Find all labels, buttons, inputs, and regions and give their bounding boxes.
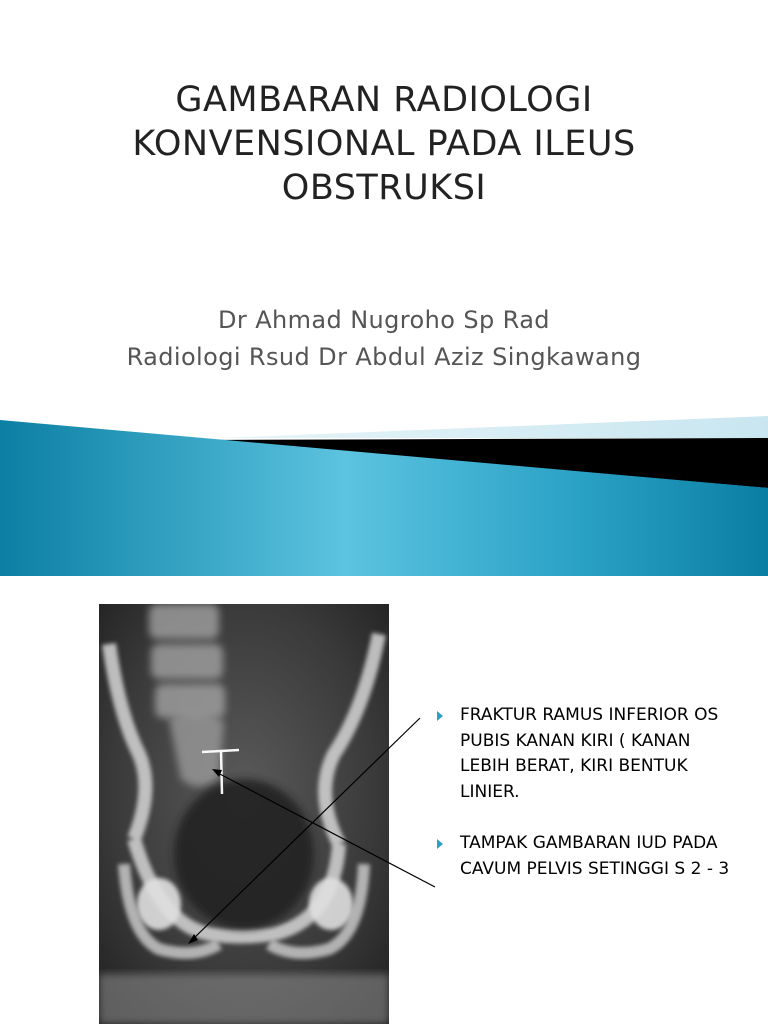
triangle-right-icon (437, 711, 443, 721)
pelvis-xray-image (99, 604, 389, 1024)
list-item (437, 703, 737, 805)
slide-subtitle (20, 302, 748, 376)
author-name: Dr Ahmad Nugroho Sp Rad (218, 306, 550, 334)
title-line: GAMBARAN RADIOLOGI (175, 80, 593, 120)
triangle-right-icon (437, 839, 443, 849)
finding-fracture-text: FRAKTUR RAMUS INFERIOR OS PUBIS KANAN KIRI ( KANAN LEBIH BERAT, KIRI BENTUK LINIER. (460, 705, 719, 802)
findings-list (437, 703, 737, 908)
author-affiliation: Radiologi Rsud Dr Abdul Aziz Singkawang (126, 343, 642, 371)
list-item (437, 831, 737, 882)
title-line: KONVENSIONAL PADA ILEUS (132, 124, 636, 164)
title-line: OBSTRUKSI (281, 168, 487, 208)
finding-iud-text: TAMPAK GAMBARAN IUD PADA CAVUM PELVIS SETINGGI S 2 - 3 (460, 833, 730, 879)
slide-title (40, 78, 728, 210)
content-slide (0, 576, 768, 1024)
decorative-wave-band (0, 400, 768, 576)
